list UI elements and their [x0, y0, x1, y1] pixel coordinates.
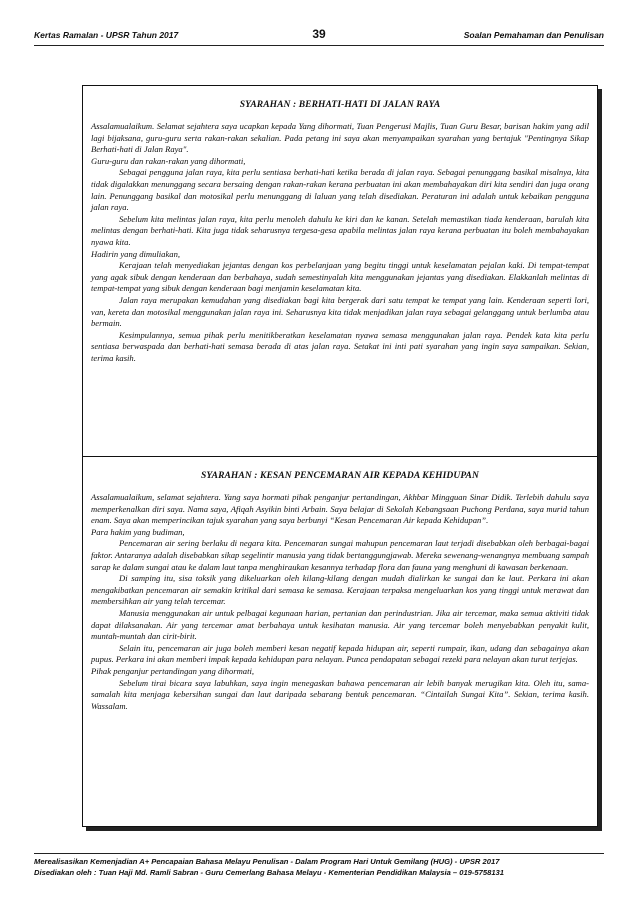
header-divider	[34, 45, 604, 46]
speech-salutation: Hadirin yang dimuliakan,	[91, 248, 181, 259]
speech-paragraph: Di samping itu, sisa toksik yang dikeluarkan oleh kilang-kilang dengan mudah dialirkan ke sungai dan ke laut. Perkara ini akan mengakibatkan pencemaran air semakin kritikal dari semasa ke semasa. Kerajaan terpaksa mengeluarkan kos yang tinggi untuk merawat dan membersihkan air yang telah tercemar.	[91, 573, 589, 607]
speech-title: SYARAHAN : KESAN PENCEMARAN AIR KEPADA KEHIDUPAN	[201, 471, 479, 481]
page-footer	[34, 856, 604, 878]
speech-salutation: Para hakim yang budiman,	[91, 526, 185, 537]
speech-paragraph: Jalan raya merupakan kemudahan yang disediakan bagi kita bergerak dari satu tempat ke tempat yang lain. Kenderaan seperti lori, van, kereta dan motosikal menggunakan jalan raya ini. Seharusnya kita tidak menjadikan jalan raya sebagai gelanggang untuk berlumba atau bermain.	[91, 294, 589, 329]
speech-box-road-safety	[82, 85, 598, 457]
footer-divider	[34, 853, 604, 854]
page-header	[34, 27, 604, 50]
speech-paragraph: Pencemaran air sering berlaku di negara kita. Pencemaran sungai mahupun pencemaran laut terjadi disebabkan oleh berbagai-bagai faktor. Antaranya adalah disebabkan sikap segelintir manusia yang tidak bertanggungjawab. Mereka sewenang-wenangnya membuang sampah sarap ke dalam sungai atau ke dalam laut tanpa menghiraukan kesannya terhadap flora dan fauna yang menghuni di kawasan berkenaan.	[91, 538, 589, 572]
speech-box-water-pollution	[82, 456, 598, 827]
speech-paragraph: Kesimpulannya, semua pihak perlu menitikberatkan keselamatan nyawa semasa menggunakan jalan raya. Pendek kata kita perlu sentiasa berwaspada dan berhati-hati semasa berada di atas jalan raya. Setakat ini inti pati syarahan yang ingin saya sampaikan. Sekian, terima kasih.	[91, 329, 589, 363]
footer-line-author: Disediakan oleh : Tuan Haji Md. Ramli Sabran - Guru Cemerlang Bahasa Melayu - Kementerian Pendidikan Malaysia – 019-5758131	[34, 868, 504, 877]
speech-salutation: Guru-guru dan rakan-rakan yang dihormati,	[91, 155, 246, 166]
speech-salutation: Pihak penganjur pertandingan yang dihormati,	[91, 665, 255, 676]
page-number: 39	[312, 27, 326, 41]
footer-line-program: Merealisasikan Kemenjadian A+ Pencapaian Bahasa Melayu Penulisan - Dalam Program Hari Untuk Gemilang (HUG) - UPSR 2017	[34, 857, 500, 866]
header-left-title: Kertas Ramalan - UPSR Tahun 2017	[34, 30, 179, 40]
speech-paragraph: Assalamualaikum. Selamat sejahtera saya ucapkan kepada Yang dihormati, Tuan Pengerusi Majlis, Tuan Guru Besar, barisan hakim yang adil lagi bijaksana, guru-guru serta rakan-rakan sekalian. Pada petang ini saya akan menyampaikan syarahan yang bertajuk "Pentingnya Sikap Berhati-hati di Jalan Raya".	[91, 121, 589, 155]
speech-paragraph: Kerajaan telah menyediakan jejantas dengan kos perbelanjaan yang begitu tinggi untuk keselamatan pejalan kaki. Di tempat-tempat yang agak sibuk dengan kenderaan dan berbahaya, sudah semestinyalah kita menggunakan jejantas yang disediakan. Elakkanlah melintas di tempat-tempat yang sibuk dengan kenderaan bagi menjamin keselamatan kita.	[91, 260, 589, 294]
speech-paragraph: Sebelum tirai bicara saya labuhkan, saya ingin menegaskan bahawa pencemaran air lebih banyak merugikan kita. Oleh itu, sama-samalah kita menjaga kebersihan sungai dan laut daripada sebarang bentuk pencemaran. “Cintailah Sungai Kita”. Sekian, terima kasih. Wassalam.	[91, 677, 589, 711]
speech-paragraph: Sebagai pengguna jalan raya, kita perlu sentiasa berhati-hati ketika berada di jalan raya. Sebagai penunggang basikal misalnya, kita tidak digalakkan menunggang secara bersaing dengan rakan-rakan kerana perbuatan ini akan membahayakan diri kita sendiri dan juga orang lain. Penunggang basikal dan motosikal perlu menunggang di laluan yang telah disediakan. Peraturan ini adalah untuk kebaikan pengguna jalan raya.	[91, 167, 589, 213]
header-right-title: Soalan Pemahaman dan Penulisan	[463, 30, 604, 40]
speech-paragraph: Assalamualaikum, selamat sejahtera. Yang saya hormati pihak penganjur pertandingan, Akhbar Mingguan Sinar Didik. Terlebih dahulu saya memperkenalkan diri saya. Nama saya, Afiqah Asyikin binti Arbain. Saya belajar di Sekolah Kebangsaan Puchong Perdana, saya murid tahun enam. Saya akan memperincikan tajuk syarahan yang saya berbunyi “Kesan Pencemaran Air kepada Kehidupan”.	[91, 492, 589, 526]
speech-title: SYARAHAN : BERHATI-HATI DI JALAN RAYA	[239, 100, 441, 110]
speech-paragraph: Sebelum kita melintas jalan raya, kita perlu menoleh dahulu ke kiri dan ke kanan. Setelah memastikan tiada kenderaan, barulah kita melintas dengan berhati-hati. Kita juga tidak seharusnya tergesa-gesa apabila melintas jalan raya kerana perbuatan itu boleh membahayakan nyawa kita.	[91, 213, 589, 247]
speech-paragraph: Selain itu, pencemaran air juga boleh memberi kesan negatif kepada hidupan air, seperti rumpair, ikan, udang dan sebagainya akan pupus. Perkara ini akan memberi impak kepada kehidupan para nelayan. Punca pendapatan sebagai rezeki para nelayan akan turut terjejas.	[91, 642, 589, 665]
speech-paragraph: Manusia menggunakan air untuk pelbagai kegunaan harian, pertanian dan perindustrian. Jika air tercemar, maka semua aktiviti tidak dapat dilaksanakan. Air yang tercemar amat berbahaya untuk kesihatan manusia. Air yang tercemar boleh menyebabkan penyakit kulit, muntah-muntah dan cirit-birit.	[91, 607, 589, 642]
